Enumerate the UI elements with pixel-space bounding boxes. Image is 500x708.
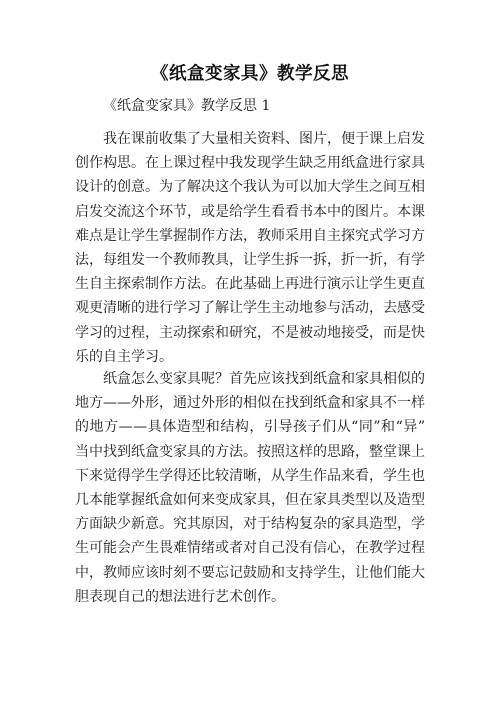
paragraph-line: 几本能掌握纸盒如何来变成家具，但在家具类型以及造型	[75, 492, 425, 508]
paragraph-line: 乐的自主学习。	[75, 348, 173, 365]
paragraph-line: 的地方——具体造型和结构，引导孩子们从“同”和“异”	[75, 419, 426, 436]
paragraph-line: 启发交流这个环节，或是给学生看看书本中的图片。本课	[75, 203, 425, 220]
paragraph-line: 下来觉得学生学得还比较清晰，从学生作品来看，学生也	[75, 467, 425, 484]
paragraph-line: 我在课前收集了大量相关资料、图片，便于课上启发	[103, 131, 425, 147]
paragraph-line: 生可能会产生畏难情绪或者对自己没有信心，在教学过程	[75, 540, 425, 557]
paragraph-line: 方面缺少新意。究其原因，对于结构复杂的家具造型，学	[75, 516, 425, 533]
paragraph-line: 观更清晰的进行学习了解让学生主动地参与活动，去感受	[75, 300, 425, 317]
paragraph-line: 难点是让学生掌握制作方法，教师采用自主探究式学习方	[75, 227, 425, 244]
paragraph-line: 中，教师应该时刻不要忘记鼓励和支持学生，让他们能大	[75, 564, 425, 581]
paragraph-line: 当中找到纸盒变家具的方法。按照这样的思路，整堂课上	[75, 443, 425, 460]
document-title: 《纸盒变家具》教学反思	[151, 64, 349, 84]
document-subtitle: 《纸盒变家具》教学反思 1	[103, 98, 271, 114]
paragraph-line: 设计的创意。为了解决这个我认为可以加大学生之间互相	[75, 179, 425, 196]
paragraph-line: 胆表现自己的想法进行艺术创作。	[75, 588, 285, 605]
paragraph-line: 创作构思。在上课过程中我发现学生缺乏用纸盒进行家具	[75, 155, 425, 172]
paragraph-line: 地方——外形，通过外形的相似在找到纸盒和家具不一样	[75, 395, 425, 412]
paragraph-line: 法，每组发一个教师教具，让学生拆一拆，折一折，有学	[75, 252, 425, 268]
paragraph-line: 纸盒怎么变家具呢？首先应该找到纸盒和家具相似的	[103, 371, 425, 387]
paragraph-line: 学习的过程，主动探索和研究，不是被动地接受，而是快	[75, 324, 425, 341]
paragraph-line: 生自主探索制作方法。在此基础上再进行演示让学生更直	[75, 276, 425, 293]
